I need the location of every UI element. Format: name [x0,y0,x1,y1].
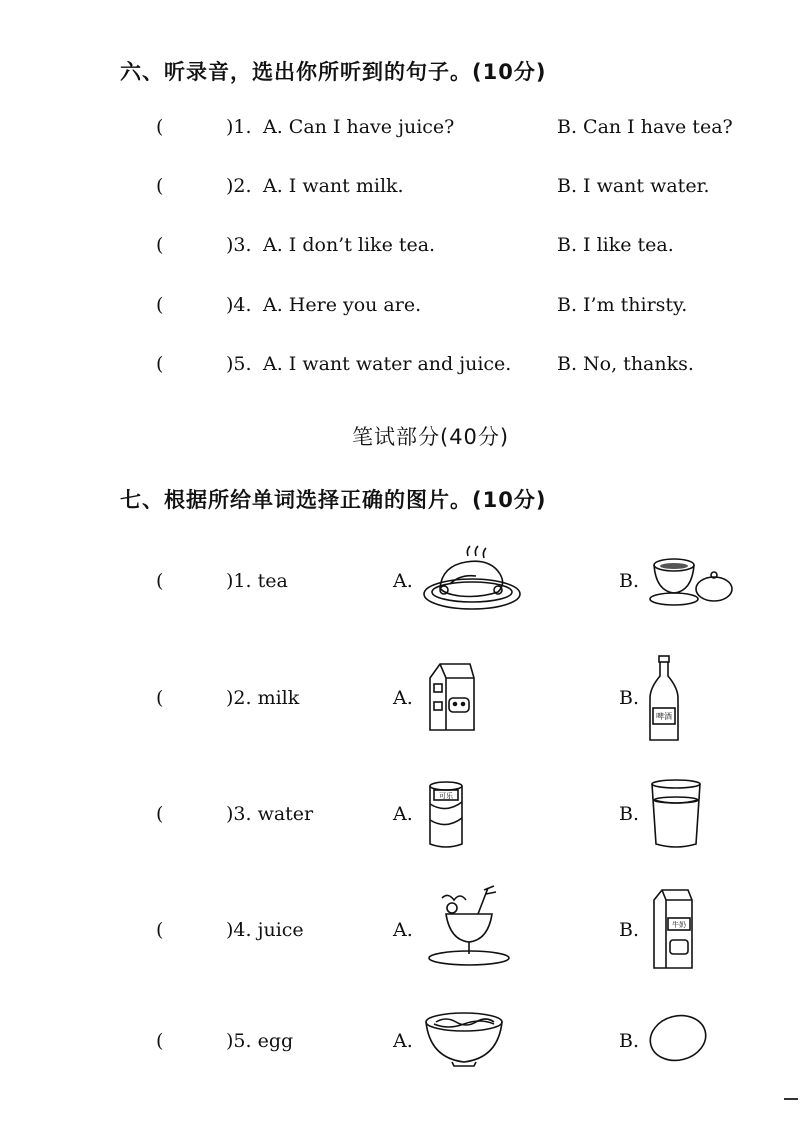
question-word: )4. juice [226,919,304,941]
question-number: )3. [226,234,252,256]
question-word: )3. water [226,803,314,825]
option-a-label: A. [393,1030,413,1052]
tea-cup-icon[interactable] [646,551,736,609]
question-number: )1. [226,116,252,138]
answer-blank[interactable]: ( [156,803,164,825]
answer-blank[interactable]: ( [156,116,164,138]
question-word: )5. egg [226,1030,294,1052]
option-b-label: B. [619,687,640,709]
answer-blank[interactable]: ( [156,175,164,197]
option-a: A. Here you are. [263,294,422,316]
option-b-label: B. [619,570,640,592]
answer-blank[interactable]: ( [156,570,164,592]
option-b: B. I like tea. [557,234,674,256]
answer-blank[interactable]: ( [156,1030,164,1052]
water-glass-icon[interactable] [648,778,704,852]
question-number: )2. [226,175,252,197]
beer-label: 啤酒 [656,712,672,721]
roast-chicken-icon[interactable] [420,544,524,614]
question-number: )4. [226,294,252,316]
option-b-label: B. [619,919,640,941]
milk-carton-icon[interactable] [424,658,478,734]
option-a-label: A. [393,803,413,825]
option-a: A. Can I have juice? [263,116,455,138]
option-a: A. I don’t like tea. [263,234,436,256]
option-a-label: A. [393,687,413,709]
cola-can-icon[interactable] [424,780,468,850]
milk-carton-b-icon[interactable] [644,888,696,972]
milk-label: 牛奶 [672,921,686,929]
answer-blank[interactable]: ( [156,294,164,316]
option-b-label: B. [619,1030,640,1052]
noodle-bowl-icon[interactable] [422,1010,506,1068]
option-b-label: B. [619,803,640,825]
option-b: B. I want water. [557,175,710,197]
section6-title: 六、听录音，选出你所听到的句子。(10分) [120,60,547,84]
written-part-title: 笔试部分(40分) [352,425,510,449]
option-a-label: A. [393,570,413,592]
option-a-label: A. [393,919,413,941]
answer-blank[interactable]: ( [156,687,164,709]
question-word: )1. tea [226,570,288,592]
question-word: )2. milk [226,687,300,709]
answer-blank[interactable]: ( [156,919,164,941]
option-a: A. I want milk. [263,175,404,197]
cola-label: 可乐 [439,792,453,800]
question-number: )5. [226,353,252,375]
page-edge-mark [784,1098,798,1100]
option-b: B. I’m thirsty. [557,294,688,316]
section7-title: 七、根据所给单词选择正确的图片。(10分) [120,488,547,512]
egg-icon[interactable] [646,1012,710,1064]
option-b: B. Can I have tea? [557,116,733,138]
option-a: A. I want water and juice. [263,353,512,375]
option-b: B. No, thanks. [557,353,694,375]
juice-glass-icon[interactable] [424,882,514,968]
answer-blank[interactable]: ( [156,353,164,375]
beer-bottle-icon[interactable] [646,654,682,744]
answer-blank[interactable]: ( [156,234,164,256]
